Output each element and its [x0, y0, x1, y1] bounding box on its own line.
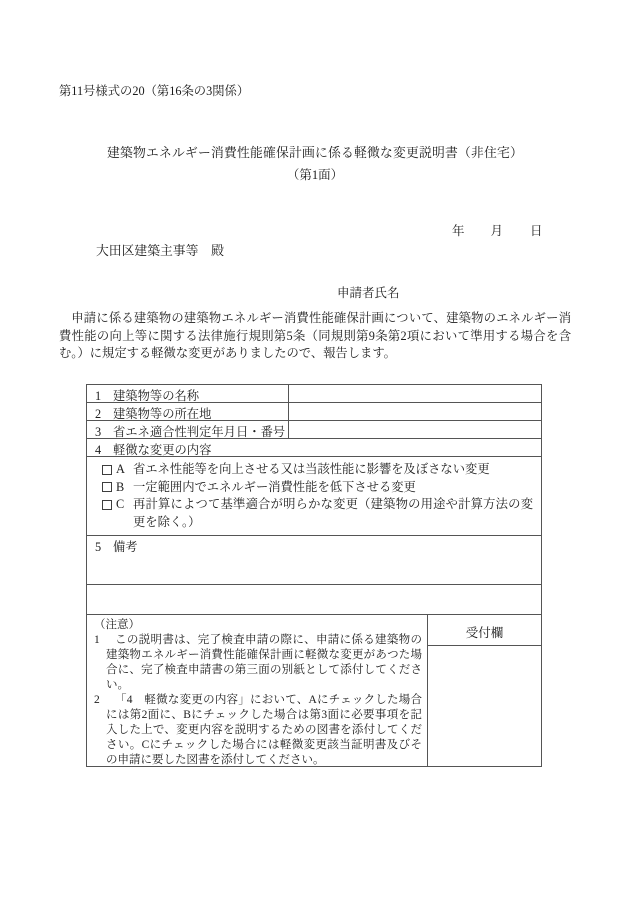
- option-c-row: [102, 496, 537, 531]
- row-number: 2: [95, 407, 102, 420]
- notes-cell: [87, 615, 428, 766]
- table-row-judgement-date-number: [87, 421, 541, 439]
- body-paragraph: 申請に係る建築物の建築物エネルギー消費性能確保計画について、建築物のエネルギー消費性能の向上等に関する法律施行規則第5条（同規則第9条第2項において準用する場合を含む。）に規定する軽微な変更がありましたので、報告します。: [59, 311, 571, 361]
- reception-column: [428, 615, 541, 766]
- row-label: 備考: [113, 540, 138, 554]
- checkbox-a-icon[interactable]: [102, 465, 112, 475]
- note-text: この説明書は、完了検査申請の際に、申請に係る建築物の建築物エネルギー消費性能確保計画に軽微な変更があつた場合に、完了検査申請書の第三面の別紙として添付してください。: [106, 634, 422, 691]
- remarks-value-cell: [87, 585, 541, 615]
- row-label: 建築物等の名称: [113, 389, 200, 402]
- checkbox-b-icon[interactable]: [102, 482, 112, 492]
- row-label: 軽微な変更の内容: [113, 443, 212, 457]
- note-item-2: [94, 693, 422, 768]
- note-item-1: [94, 633, 422, 693]
- row-label: 省エネ適合性判定年月日・番号: [113, 425, 286, 438]
- change-content-header: [87, 439, 541, 457]
- row-label-cell: [87, 385, 289, 402]
- option-c-letter: C: [116, 497, 125, 511]
- reception-stamp-area: [428, 646, 541, 766]
- note-number: 1: [94, 634, 100, 646]
- applicant-name-label: 申請者氏名: [337, 286, 400, 300]
- date-day-label: 日: [530, 224, 543, 238]
- addressee: 大田区建築主事等 殿: [96, 244, 224, 258]
- option-a-text: 省エネ性能等を向上させる又は当該性能に影響を及ぼさない変更: [133, 462, 490, 476]
- note-text: 「4 軽微な変更の内容」において、Aにチェックした場合には第2面に、Bにチェックした場合は第3面に必要事項を記入した上で、変更内容を説明するための図書を添付してください。Cにチェックした場合には軽微変更該当証明書及びその申請に要した図書を添付してください。: [106, 694, 422, 766]
- building-name-value-cell: [289, 385, 541, 402]
- table-row-building-location: [87, 403, 541, 421]
- checkbox-c-icon[interactable]: [102, 500, 112, 510]
- option-c-text: 再計算によつて基準適合が明らかな変更（建築物の用途や計算方法の変更を除く。）: [133, 497, 533, 529]
- option-b-row: [102, 479, 537, 497]
- reception-label: 受付欄: [428, 615, 541, 646]
- row-number: 5: [95, 540, 102, 554]
- remarks-header: [87, 536, 541, 585]
- date-line: [452, 221, 543, 239]
- note-number: 2: [94, 694, 100, 706]
- table-row-building-name: [87, 385, 541, 403]
- option-a-letter: A: [116, 462, 125, 476]
- date-month-label: 月: [490, 224, 504, 238]
- document-title: 建築物エネルギー消費性能確保計画に係る軽微な変更説明書（非住宅）: [107, 146, 523, 160]
- form-number: 第11号様式の20（第16条の3関係）: [59, 84, 250, 98]
- row-label-cell: [87, 403, 289, 420]
- judgement-date-number-value-cell: [289, 421, 541, 438]
- row-label-cell: [87, 421, 289, 438]
- row-label: 建築物等の所在地: [113, 407, 212, 420]
- main-table: [86, 384, 542, 767]
- row-number: 3: [95, 425, 102, 438]
- option-b-text: 一定範囲内でエネルギー消費性能を低下させる変更: [133, 479, 416, 494]
- option-b-letter: B: [116, 479, 125, 494]
- option-a-row: [102, 461, 537, 479]
- notes-row: [87, 615, 541, 766]
- change-options-cell: [87, 457, 541, 536]
- date-year-label: 年: [452, 224, 465, 238]
- notes-heading: （注意）: [94, 619, 140, 631]
- row-number: 4: [95, 443, 102, 457]
- row-number: 1: [95, 389, 102, 402]
- document-subtitle: （第1面）: [286, 168, 344, 182]
- building-location-value-cell: [289, 403, 541, 420]
